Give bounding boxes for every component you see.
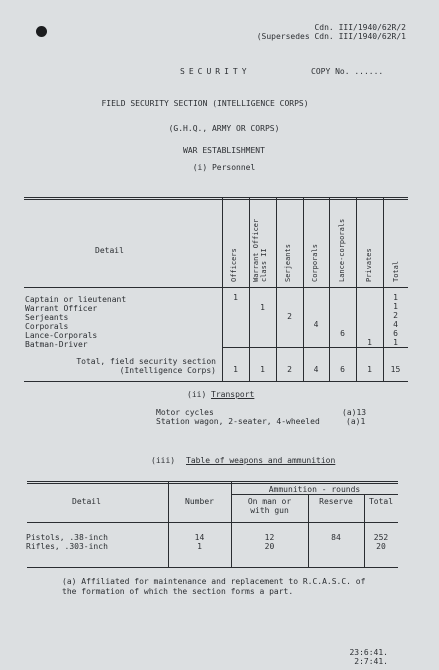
page-title: FIELD SECURITY SECTION (INTELLIGENCE CORPS) <box>101 99 309 108</box>
row-corporals: Corporals <box>25 322 69 331</box>
weapons-col-total: Total <box>368 497 394 506</box>
doc-reference: Cdn. III/1940/62R/2 <box>314 23 406 32</box>
val-total-5: 6 <box>393 329 398 338</box>
weapons-row-number: 14 <box>194 533 205 542</box>
weapons-row-on-man: 12 <box>264 533 275 542</box>
col-corporals: Corporals <box>311 244 319 282</box>
date-1: 23:6:41. <box>349 648 388 657</box>
weapons-col-ammo: Ammunition - rounds <box>268 485 361 494</box>
val-total-1: 1 <box>393 293 398 302</box>
col-privates: Privates <box>365 248 373 282</box>
col-serjeants: Serjeants <box>284 244 292 282</box>
war-establishment-title: WAR ESTABLISHMENT <box>183 146 265 155</box>
total-officers: 1 <box>233 365 238 374</box>
weapons-row-reserve: 84 <box>331 533 341 542</box>
total-grand: 15 <box>390 365 401 374</box>
total-label: Total, field security section (Intelligence Corps) <box>76 357 216 375</box>
transport-motor-cycles: Motor cycles <box>156 408 214 417</box>
doc-supersedes: (Supersedes Cdn. III/1940/62R/1 <box>256 32 406 41</box>
val-corporals: 4 <box>313 320 319 329</box>
row-captain: Captain or lieutenant <box>25 295 127 304</box>
weapons-heading-num: (iii) <box>151 456 176 465</box>
weapons-row-total: 20 <box>376 542 386 551</box>
total-lance: 6 <box>340 365 345 374</box>
col-officers: Officers <box>230 248 238 282</box>
val-total-4: 4 <box>393 320 398 329</box>
transport-station-wagon-qty: (a)1 <box>346 417 366 426</box>
val-privates: 1 <box>367 338 372 347</box>
val-officers: 1 <box>233 293 238 302</box>
weapons-col-on-man: On man or with gun <box>247 497 292 515</box>
val-warrant: 1 <box>260 303 265 312</box>
transport-motor-cycles-qty: (a)13 <box>342 408 367 417</box>
date-2: 2:7:41. <box>354 657 388 666</box>
total-serjeants: 2 <box>287 365 292 374</box>
transport-station-wagon: Station wagon, 2-seater, 4-wheeled <box>156 417 320 426</box>
row-batman-driver: Batman-Driver <box>25 340 88 349</box>
detail-header: Detail <box>95 246 124 255</box>
security-label: SECURITY <box>180 67 251 76</box>
copy-number: COPY No. ...... <box>311 67 384 76</box>
weapons-col-number: Number <box>185 497 214 506</box>
weapons-row-detail: Rifles, .303-inch <box>26 542 108 551</box>
val-total-2: 1 <box>393 302 398 311</box>
weapons-col-reserve: Reserve <box>319 497 353 506</box>
col-lance-corporals: Lance-corporals <box>338 218 346 282</box>
weapons-row-number: 1 <box>197 542 202 551</box>
weapons-col-detail: Detail <box>72 497 101 506</box>
val-total-6: 1 <box>393 338 398 347</box>
col-warrant-officer: Warrant Officer class II <box>252 218 268 282</box>
val-total-3: 2 <box>393 311 398 320</box>
row-lance-corporals: Lance-Corporals <box>25 331 98 340</box>
row-serjeants: Serjeants <box>25 313 69 322</box>
weapons-row-on-man: 20 <box>264 542 275 551</box>
transport-heading: Transport <box>211 390 255 399</box>
personnel-heading: (i) Personnel <box>192 163 256 172</box>
total-corporals: 4 <box>313 365 319 374</box>
weapons-heading: Table of weapons and ammunition <box>186 456 336 465</box>
weapons-row-detail: Pistols, .38-inch <box>26 533 108 542</box>
ink-blot <box>36 26 47 37</box>
weapons-row-total: 252 <box>373 533 389 542</box>
col-total: Total <box>392 260 400 282</box>
footnote: (a) Affiliated for maintenance and replacement to R.C.A.S.C. of the formation of which the section forms a part. <box>62 577 366 596</box>
val-lance: 6 <box>340 329 345 338</box>
row-warrant-officer: Warrant Officer <box>25 304 98 313</box>
val-serjeants: 2 <box>287 312 292 321</box>
total-warrant: 1 <box>260 365 265 374</box>
total-privates: 1 <box>367 365 372 374</box>
transport-heading-num: (ii) <box>187 390 207 399</box>
page-subtitle: (G.H.Q., ARMY OR CORPS) <box>168 124 280 133</box>
